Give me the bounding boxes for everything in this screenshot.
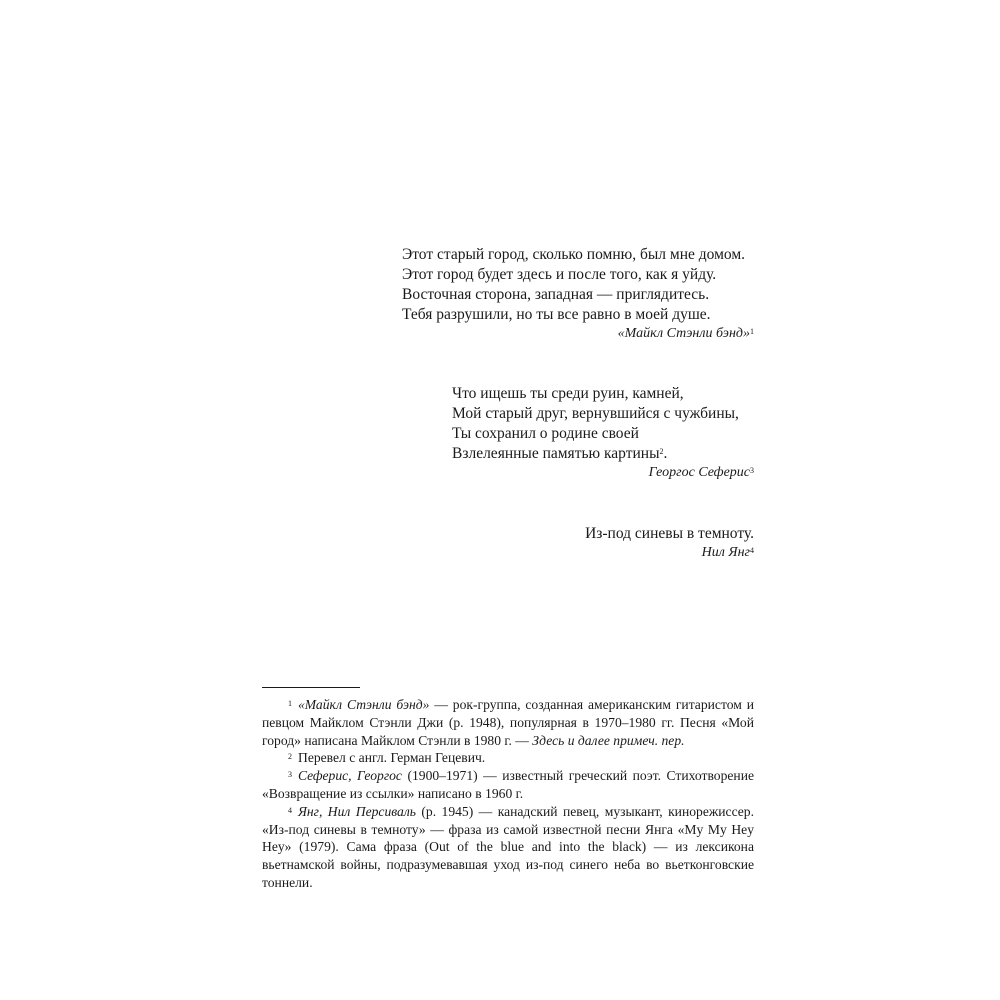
epigraph-author	[402, 325, 754, 343]
footnote-ref: 3	[750, 466, 754, 475]
footnote-term: «Майкл Стэнли бэнд»	[298, 697, 430, 712]
footnote-number: 1	[288, 699, 292, 708]
epigraph-author-name: Нил Янг	[701, 545, 750, 560]
epigraph-author-name: Георгос Сеферис	[648, 465, 750, 480]
footnote-number: 3	[288, 770, 292, 780]
footnote-term: Сеферис, Георгос	[298, 768, 402, 784]
footnote-4	[262, 803, 754, 892]
footnote-ref: 1	[750, 327, 754, 336]
footnote-3	[262, 767, 754, 803]
epigraph-author-name: «Майкл Стэнли бэнд»	[617, 326, 750, 341]
epigraph-stanley	[402, 245, 754, 343]
epigraph-line-text: Взлелеянные памятью картины	[452, 445, 660, 462]
footnotes	[262, 696, 754, 892]
epigraph-line: Тебя разрушили, но ты все равно в моей душе.	[402, 306, 711, 323]
footnote-text: Перевел с англ. Герман Гецевич.	[298, 750, 486, 766]
epigraph-line: Мой старый друг, вернувшийся с чужбины,	[452, 405, 739, 422]
epigraph-line: Из-под синевы в темноту.	[585, 525, 754, 542]
epigraph-line: Что ищешь ты среди руин, камней,	[452, 385, 684, 402]
epigraph-line: Взлелеянные памятью картины$^2$.	[452, 445, 668, 462]
epigraph-author	[452, 464, 754, 482]
epigraph-author	[560, 544, 754, 562]
footnote-text: (р. 1945) — канадский певец, музыкант, кинорежиссер. «Из-под синевы в темноту» — фраза из самой известной песни Янга «My My Hey Hey» (1979). Сама фраза (Out of the blue and into the black) — из лексикона вьетнамской войны, подразумевавшая уход из-под синего неба во вьетконговские тоннели.	[262, 803, 754, 890]
footnote-number: 2	[288, 752, 292, 762]
footnote-2	[262, 749, 754, 767]
footnote-text: — рок-группа, созданная американским гитаристом и певцом Майклом Стэнли Джи (р. 1948), популярная в 1970–1980 гг. Песня «Мой город» написана Майклом Стэнли в 1980 г. —	[262, 697, 755, 748]
footnote-ref: 4	[750, 546, 754, 555]
epigraph-young	[560, 524, 754, 562]
epigraph-line: Этот старый город, сколько помню, был мне домом.	[402, 246, 746, 263]
footnote-ref: 2	[659, 447, 664, 456]
footnote-tail: Здесь и далее примеч. пер.	[532, 732, 685, 748]
epigraph-line: Этот город будет здесь и после того, как я уйду.	[402, 266, 717, 283]
footnote-1	[262, 696, 754, 749]
footnote-number: 4	[288, 805, 292, 815]
epigraph-seferis	[452, 384, 754, 482]
footnote-text: (1900–1971) — известный греческий поэт. Стихотворение «Возвращение из ссылки» написано в 1960 г.	[262, 768, 755, 801]
epigraph-line: Восточная сторона, западная — приглядитесь.	[402, 286, 710, 303]
footnote-divider	[262, 687, 360, 688]
footnote-term: Янг, Нил Персиваль	[298, 803, 416, 819]
epigraph-line: Ты сохранил о родине своей	[452, 425, 639, 442]
